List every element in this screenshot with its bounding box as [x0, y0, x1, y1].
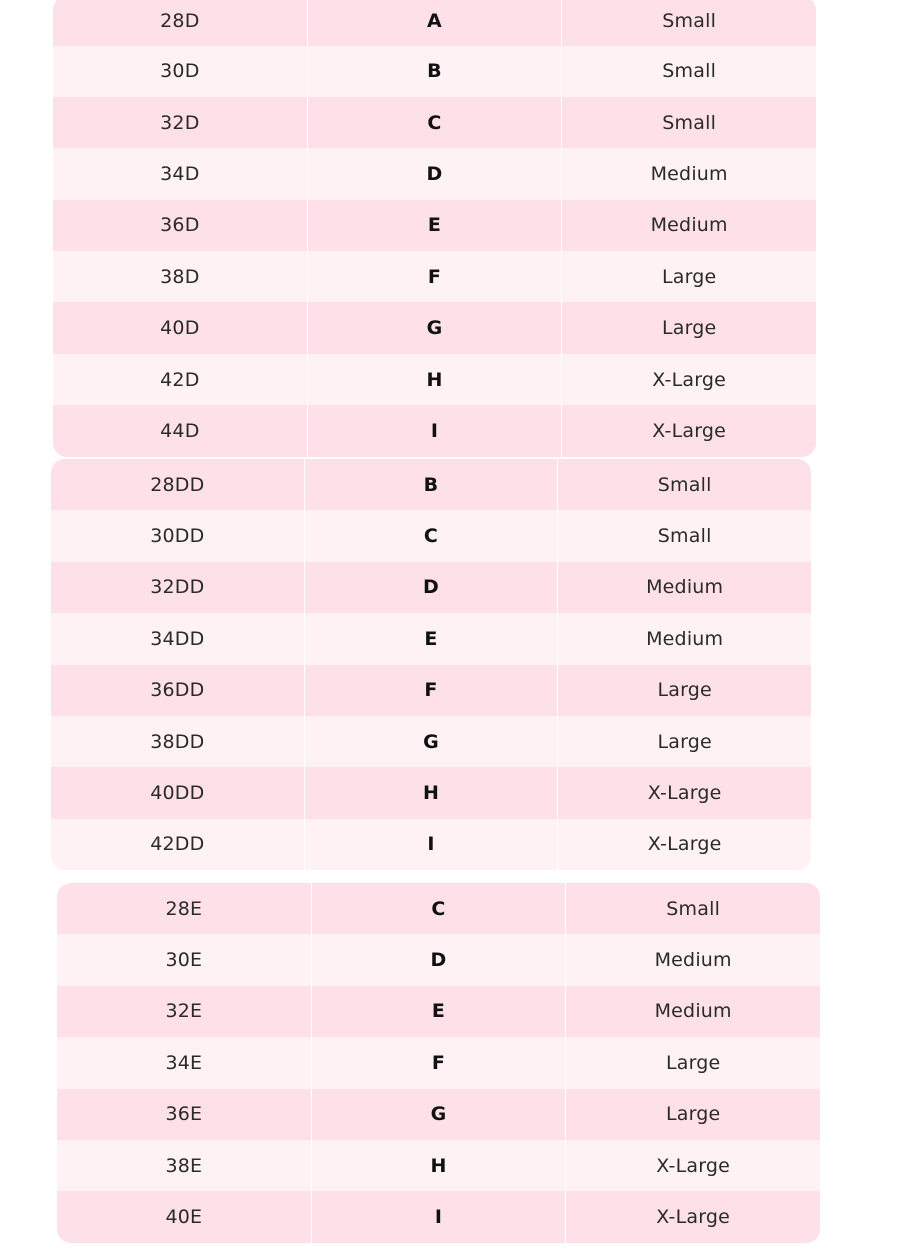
- cup-size-cell: H: [311, 1140, 566, 1191]
- cup-size-cell: F: [311, 1037, 566, 1088]
- fit-size-cell: Medium: [565, 986, 820, 1037]
- band-size-cell: 32E: [165, 1000, 203, 1023]
- table-row: [51, 562, 811, 613]
- table-row: [53, 46, 816, 97]
- fit-size-cell: Small: [561, 0, 816, 46]
- cup-size-cell: G: [304, 716, 558, 767]
- table-row: [53, 354, 816, 405]
- fit-size-cell: Medium: [557, 613, 811, 664]
- fit-size-cell: Medium: [561, 200, 816, 251]
- cup-size-cell: E: [304, 613, 558, 664]
- size-table-e: [57, 883, 820, 1243]
- cup-size-cell: B: [307, 46, 562, 97]
- table-row: [53, 302, 816, 353]
- fit-size-cell: Large: [561, 302, 816, 353]
- fit-size-cell: X-Large: [561, 354, 816, 405]
- cup-size-cell: C: [304, 510, 558, 561]
- cup-size-cell: C: [307, 97, 562, 148]
- band-size-cell: 28DD: [150, 473, 205, 496]
- fit-size-cell: Small: [561, 97, 816, 148]
- table-row: [57, 986, 820, 1037]
- fit-size-cell: X-Large: [565, 1191, 820, 1242]
- table-row: [51, 665, 811, 716]
- band-size-cell: 32D: [160, 111, 200, 134]
- band-size-cell: 30D: [160, 60, 200, 83]
- band-size-cell: 34E: [165, 1051, 203, 1074]
- band-size-cell: 40E: [165, 1206, 203, 1229]
- cup-size-cell: E: [307, 200, 562, 251]
- table-row: [57, 1191, 820, 1242]
- band-size-cell: 30E: [165, 949, 203, 972]
- band-size-cell: 28D: [160, 9, 200, 32]
- band-size-cell: 28E: [165, 897, 203, 920]
- fit-size-cell: Small: [561, 46, 816, 97]
- band-size-cell: 42DD: [150, 833, 205, 856]
- band-size-cell: 32DD: [150, 576, 205, 599]
- table-row: [57, 934, 820, 985]
- table-row: [51, 613, 811, 664]
- cup-size-cell: I: [311, 1191, 566, 1242]
- band-size-cell: 38D: [160, 265, 200, 288]
- fit-size-cell: Large: [557, 665, 811, 716]
- table-row: [51, 819, 811, 870]
- fit-size-cell: Large: [565, 1037, 820, 1088]
- cup-size-cell: D: [311, 934, 566, 985]
- fit-size-cell: Large: [565, 1089, 820, 1140]
- fit-size-cell: Small: [557, 459, 811, 510]
- band-size-cell: 44D: [160, 419, 200, 442]
- band-size-cell: 36E: [165, 1103, 203, 1126]
- table-row: [53, 251, 816, 302]
- cup-size-cell: I: [304, 819, 558, 870]
- fit-size-cell: X-Large: [557, 767, 811, 818]
- cup-size-cell: F: [304, 665, 558, 716]
- band-size-cell: 42D: [160, 368, 200, 391]
- table-row: [51, 716, 811, 767]
- size-table-d: [53, 0, 816, 457]
- band-size-cell: 36DD: [150, 679, 205, 702]
- fit-size-cell: Large: [561, 251, 816, 302]
- cup-size-cell: D: [304, 562, 558, 613]
- band-size-cell: 40DD: [150, 782, 205, 805]
- cup-size-cell: D: [307, 148, 562, 199]
- table-row: [57, 1140, 820, 1191]
- cup-size-cell: A: [307, 0, 562, 46]
- table-row: [51, 510, 811, 561]
- cup-size-cell: E: [311, 986, 566, 1037]
- band-size-cell: 40D: [160, 317, 200, 340]
- cup-size-cell: H: [307, 354, 562, 405]
- fit-size-cell: Small: [557, 510, 811, 561]
- cup-size-cell: I: [307, 405, 562, 456]
- table-row: [53, 97, 816, 148]
- fit-size-cell: Large: [557, 716, 811, 767]
- cup-size-cell: H: [304, 767, 558, 818]
- size-table-dd: [51, 459, 811, 870]
- fit-size-cell: X-Large: [565, 1140, 820, 1191]
- table-row: [57, 1037, 820, 1088]
- table-row: [53, 0, 816, 46]
- band-size-cell: 34DD: [150, 627, 205, 650]
- cup-size-cell: F: [307, 251, 562, 302]
- cup-size-cell: C: [311, 883, 566, 934]
- fit-size-cell: Medium: [565, 934, 820, 985]
- band-size-cell: 34D: [160, 162, 200, 185]
- table-row: [57, 1089, 820, 1140]
- fit-size-cell: Medium: [557, 562, 811, 613]
- fit-size-cell: X-Large: [561, 405, 816, 456]
- table-row: [53, 200, 816, 251]
- fit-size-cell: Medium: [561, 148, 816, 199]
- table-row: [51, 767, 811, 818]
- cup-size-cell: G: [307, 302, 562, 353]
- table-row: [53, 148, 816, 199]
- table-row: [57, 883, 820, 934]
- band-size-cell: 30DD: [150, 525, 205, 548]
- table-row: [51, 459, 811, 510]
- cup-size-cell: B: [304, 459, 558, 510]
- fit-size-cell: X-Large: [557, 819, 811, 870]
- band-size-cell: 36D: [160, 214, 200, 237]
- band-size-cell: 38E: [165, 1154, 203, 1177]
- fit-size-cell: Small: [565, 883, 820, 934]
- cup-size-cell: G: [311, 1089, 566, 1140]
- table-row: [53, 405, 816, 456]
- band-size-cell: 38DD: [150, 730, 205, 753]
